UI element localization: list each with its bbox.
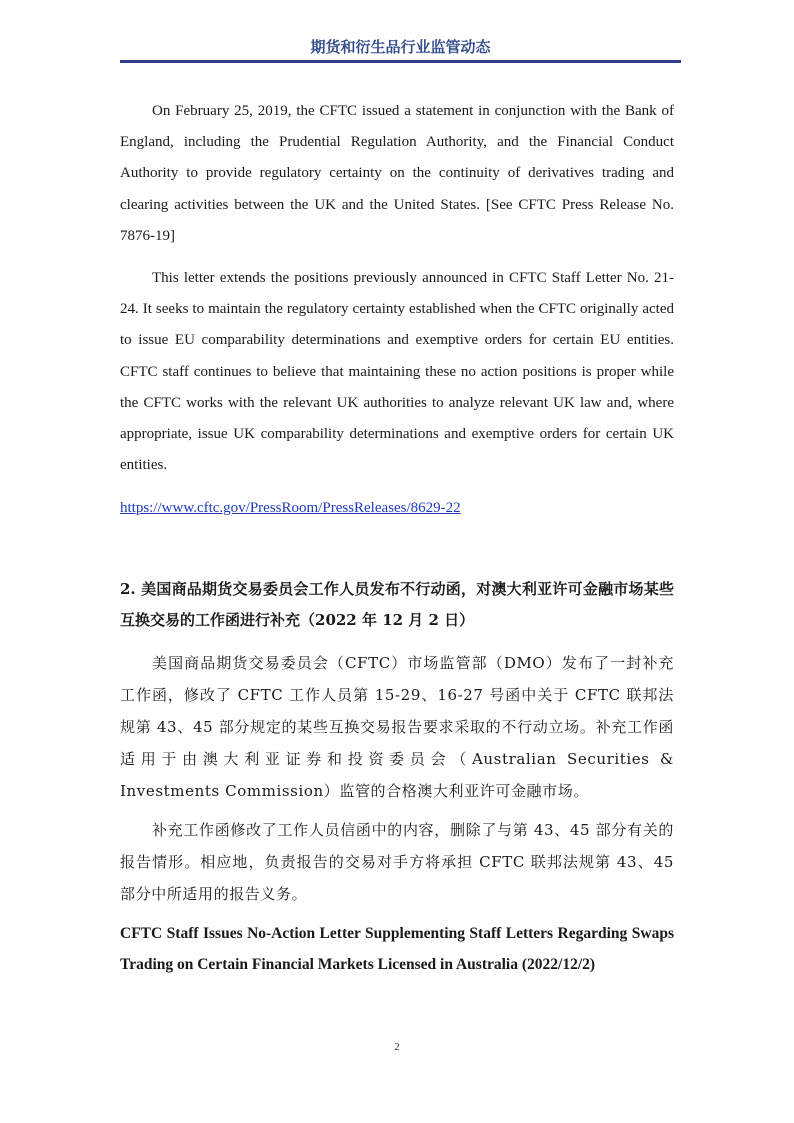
section-2-title: 2. 美国商品期货交易委员会工作人员发布不行动函，对澳大利亚许可金融市场某些互换交易的工作函进行补充（2022 年 12 月 2 日） xyxy=(120,580,674,629)
paragraph-letter-extension: This letter extends the positions previously announced in CFTC Staff Letter No. 21-24. It seeks to maintain the regulatory certainty established when the CFTC originally acted to issue EU comparability determinations and exemptive orders for certain EU entities. CFTC staff continues to believe that maintaining these no action positions is proper while the CFTC works with the relevant UK authorities to analyze relevant UK law and, where appropriate, issue UK comparability determinations and exemptive orders for certain UK entities. xyxy=(120,270,674,474)
paragraph-supplement-letter: 美国商品期货交易委员会（CFTC）市场监管部（DMO）发布了一封补充工作函，修改了 CFTC 工作人员第 15-29、16-27 号函中关于 CFTC 联邦法规第 43、45 部分规定的某些互换交易报告要求采取的不行动立场。补充工作函适用于由澳大利亚证券和投资委员会（Australian Securities & Investments Commission）监管的合格澳大利亚许可金融市场。 xyxy=(120,654,674,800)
section-2-english-title: CFTC Staff Issues No-Action Letter Supplementing Staff Letters Regarding Swaps Trading on Certain Financial Markets Licensed in Australia (2022/12/2) xyxy=(120,925,674,973)
paragraph-uk-statement: On February 25, 2019, the CFTC issued a statement in conjunction with the Bank of England, including the Prudential Regulation Authority, and the Financial Conduct Authority to provide regulatory certainty on the continuity of derivatives trading and clearing activities between the UK and the United States. [See CFTC Press Release No. 7876-19] xyxy=(120,103,674,244)
header-divider xyxy=(120,60,681,63)
press-release-link[interactable]: https://www.cftc.gov/PressRoom/PressReleases/8629-22 xyxy=(120,500,461,516)
page-number: 2 xyxy=(394,1041,400,1053)
paragraph-reporting-obligations: 补充工作函修改了工作人员信函中的内容，删除了与第 43、45 部分有关的报告情形。相应地，负责报告的交易对手方将承担 CFTC 联邦法规第 43、45 部分中所适用的报告义务。 xyxy=(120,821,674,903)
running-header: 期货和衍生品行业监管动态 xyxy=(310,38,491,56)
